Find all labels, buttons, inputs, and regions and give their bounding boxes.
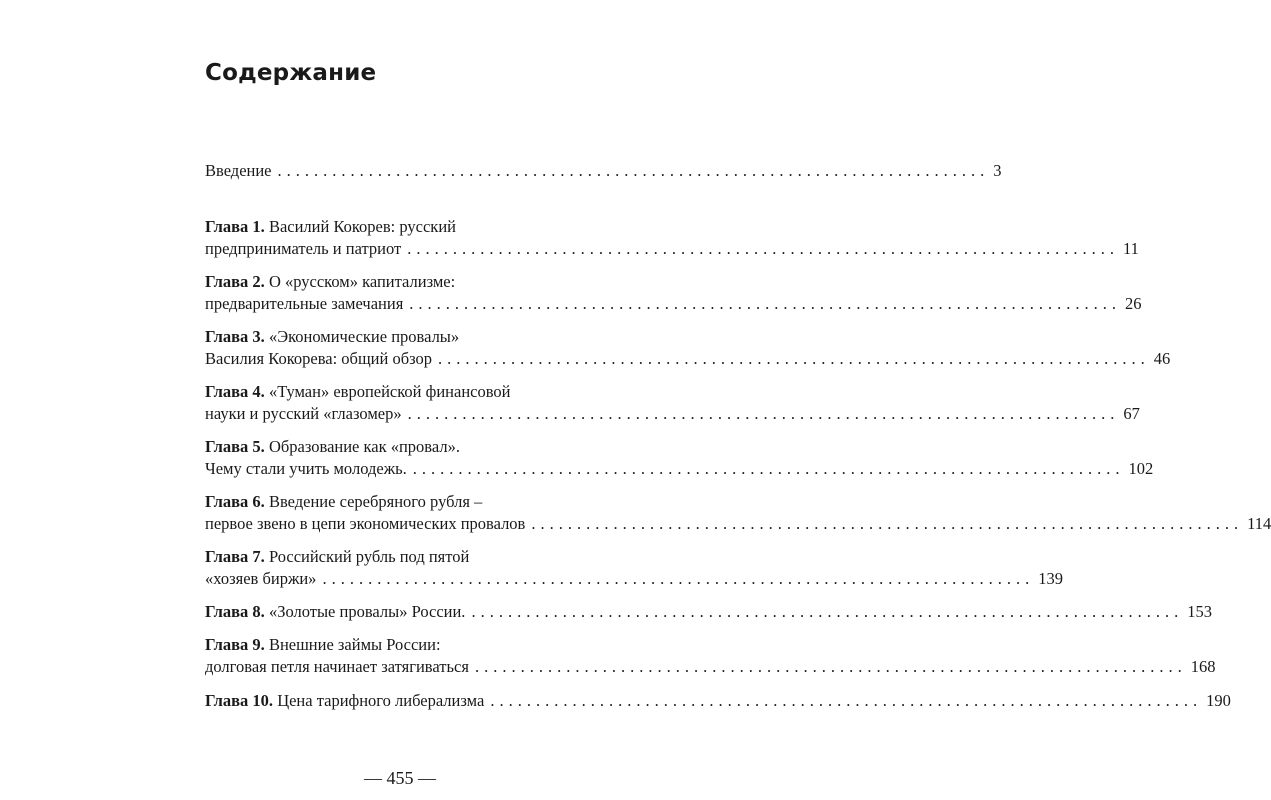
chapter-title-line1: «Золотые провалы» России.	[268, 602, 466, 621]
chapter-title-line2: первое звено в цепи экономических провалов	[205, 514, 526, 533]
chapter-page: 46	[1153, 349, 1171, 368]
toc-entry-text: Введение	[205, 161, 272, 180]
chapter-title-line1: Российский рубль под пятой	[268, 547, 470, 566]
toc-entry-chapter-6	[205, 491, 1271, 535]
dot-leader: ..............................................................................	[277, 161, 990, 180]
chapter-label: Глава 4.	[205, 382, 265, 401]
chapter-label: Глава 5.	[205, 437, 265, 456]
chapter-title-line2: Чему стали учить молодежь.	[205, 459, 407, 478]
chapter-label: Глава 10.	[205, 691, 274, 710]
dot-leader: ..............................................................................	[322, 569, 1035, 588]
chapter-page: 102	[1128, 459, 1154, 478]
chapter-label: Глава 8.	[205, 602, 265, 621]
toc-entry-intro	[205, 160, 1002, 182]
toc-entry-chapter-2	[205, 271, 1142, 315]
chapter-label: Глава 7.	[205, 547, 265, 566]
chapter-page: 139	[1038, 569, 1063, 588]
chapter-title-line2: предприниматель и патриот	[205, 239, 402, 258]
toc-entry-chapter-4	[205, 381, 1140, 425]
chapter-title-line1: «Экономические провалы»	[268, 327, 460, 346]
chapter-label: Глава 6.	[205, 492, 265, 511]
chapter-page: 67	[1123, 404, 1140, 423]
chapter-title-line1: О «русском» капитализме:	[268, 272, 456, 291]
chapter-title-line2: Василия Кокорева: общий обзор	[205, 349, 433, 368]
dot-leader: ..............................................................................	[474, 657, 1187, 676]
dot-leader: ..............................................................................	[531, 514, 1244, 533]
chapter-title-line1: Василий Кокорев: русский	[268, 217, 456, 236]
toc-entry-chapter-1	[205, 216, 1139, 260]
chapter-title-line1: Образование как «провал».	[268, 437, 460, 456]
chapter-label: Глава 9.	[205, 635, 265, 654]
toc-entry-chapter-9	[205, 634, 1216, 678]
page-title: Содержание	[205, 60, 377, 86]
chapter-title-line2: «хозяев биржи»	[205, 569, 317, 588]
chapter-title-line2: долговая петля начинает затягиваться	[205, 657, 469, 676]
chapter-page: 114	[1247, 514, 1271, 533]
chapter-page: 168	[1190, 657, 1216, 676]
chapter-label: Глава 1.	[205, 217, 265, 236]
toc-entry-chapter-5	[205, 436, 1154, 480]
dot-leader: ..............................................................................	[438, 349, 1150, 368]
chapter-page: 26	[1125, 294, 1142, 313]
chapter-title-line1: Введение серебряного рубля –	[268, 492, 483, 511]
toc-entry-chapter-7	[205, 546, 1063, 590]
chapter-title-line1: «Туман» европейской финансовой	[268, 382, 511, 401]
dot-leader: ..............................................................................	[412, 459, 1125, 478]
chapter-title-line2: предварительные замечания	[205, 294, 404, 313]
dot-leader: ..............................................................................	[407, 404, 1120, 423]
dot-leader: ..............................................................................	[409, 294, 1122, 313]
toc-entry-chapter-10	[205, 690, 1231, 712]
dot-leader: ..............................................................................	[407, 239, 1119, 258]
toc-entry-page: 3	[993, 161, 1002, 180]
chapter-page: 153	[1187, 602, 1212, 621]
chapter-label: Глава 3.	[205, 327, 265, 346]
page-number: — 455 —	[364, 768, 436, 788]
chapter-label: Глава 2.	[205, 272, 265, 291]
dot-leader: ..............................................................................	[471, 602, 1184, 621]
chapter-page: 190	[1206, 691, 1231, 710]
toc-entry-chapter-3	[205, 326, 1171, 370]
toc-entry-chapter-8	[205, 601, 1212, 623]
chapter-title-line2: науки и русский «глазомер»	[205, 404, 402, 423]
chapter-title-line1: Внешние займы России:	[268, 635, 441, 654]
chapter-page: 11	[1122, 239, 1139, 258]
chapter-title-line1: Цена тарифного либерализма	[277, 691, 485, 710]
dot-leader: ..............................................................................	[490, 691, 1203, 710]
